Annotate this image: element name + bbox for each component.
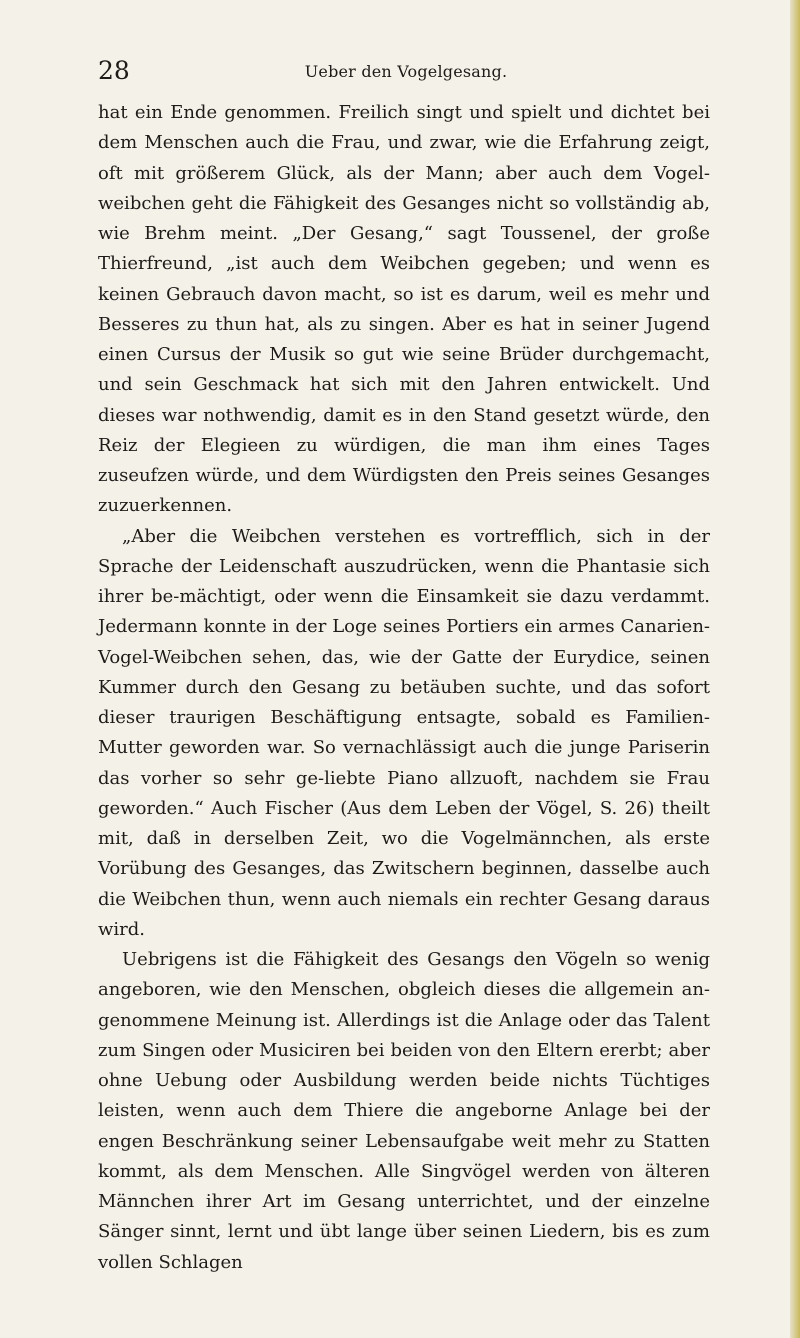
paragraph: Uebrigens ist die Fähigkeit des Gesangs den Vögeln so wenig angeboren, wie den Menschen, obgleich dieses die allgemein an-genommene Meinung ist. Allerdings ist die Anlage oder das Talent zum Singen oder Musiciren bei beiden von den Eltern ererbt; aber ohne Uebung oder Ausbildung werden beide nichts Tüchtiges leisten, wenn auch dem Thiere die angeborne Anlage bei der engen Beschränkung seiner Lebensaufgabe weit mehr zu Statten kommt, als dem Menschen. Alle Singvögel werden von älteren Männchen ihrer Art im Gesang unterrichtet, und der einzelne Sänger sinnt, lernt und übt lange über seinen Liedern, bis es zum vollen Schlagen	[98, 949, 710, 1273]
page-number: 28	[98, 56, 130, 85]
paragraph: „Aber die Weibchen verstehen es vortrefflich, sich in der Sprache der Leidenschaft auszudrücken, wenn die Phantasie sich ihrer be-mächtigt, oder wenn die Einsamkeit sie dazu verdammt. Jedermann konnte in der Loge seines Portiers ein armes Canarien-Vogel-Weibchen sehen, das, wie der Gatte der Eurydice, seinen Kummer durch den Gesang zu betäuben suchte, und das sofort dieser traurigen Beschäftigung entsagte, sobald es Familien-Mutter geworden war. So vernachlässigt auch die junge Pariserin das vorher so sehr ge-liebte Piano allzuoft, nachdem sie Frau geworden.“ Auch Fischer (Aus dem Leben der Vögel, S. 26) theilt mit, daß in derselben Zeit, wo die Vogelmännchen, als erste Vorübung des Gesanges, das Zwitschern beginnen, dasselbe auch die Weibchen thun, wenn auch niemals ein rechter Gesang daraus wird.	[98, 525, 710, 940]
page-header	[96, 52, 716, 86]
running-head: Ueber den Vogelgesang.	[304, 62, 508, 81]
paragraph: hat ein Ende genommen. Freilich singt und spielt und dichtet bei dem Menschen auch die Frau, und zwar, wie die Erfahrung zeigt, oft mit größerem Glück, als der Mann; aber auch dem Vogel-weibchen geht die Fähigkeit des Gesanges nicht so vollständig ab, wie Brehm meint. „Der Gesang,“ sagt Toussenel, der große Thierfreund, „ist auch dem Weibchen gegeben; und wenn es keinen Gebrauch davon macht, so ist es darum, weil es mehr und Besseres zu thun hat, als zu singen. Aber es hat in seiner Jugend einen Cursus der Musik so gut wie seine Brüder durchgemacht, und sein Geschmack hat sich mit den Jahren entwickelt. Und dieses war nothwendig, damit es in den Stand gesetzt würde, den Reiz der Elegieen zu würdigen, die man ihm eines Tages zuseufzen würde, und dem Würdigsten den Preis seines Gesanges zuzuerkennen.	[98, 102, 710, 517]
body-text	[98, 98, 710, 1278]
page-edge	[790, 0, 800, 1338]
